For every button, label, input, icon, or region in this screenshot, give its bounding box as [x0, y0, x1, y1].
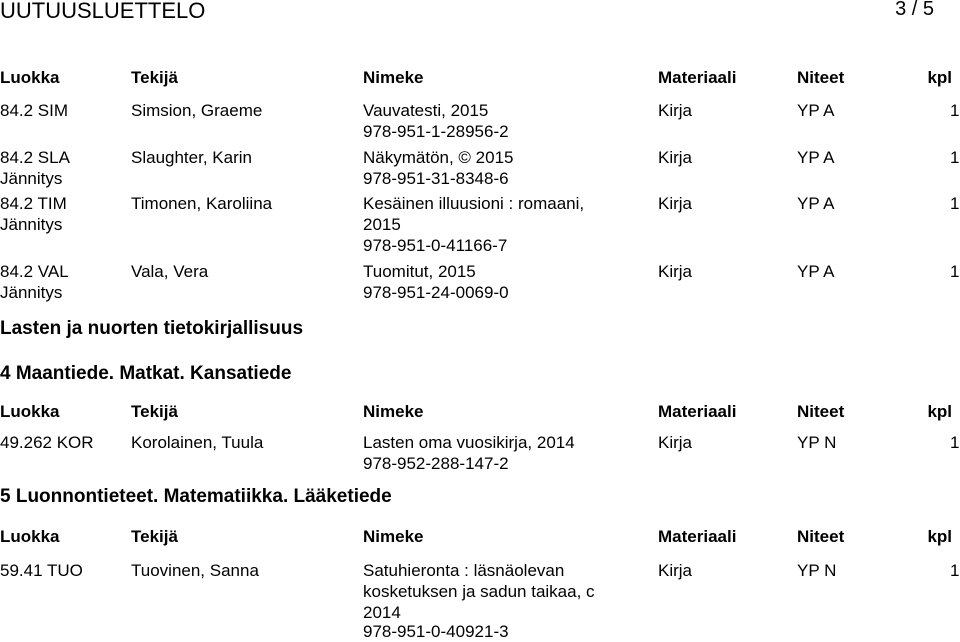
cell-luokka: 84.2 SIM — [0, 101, 69, 120]
section-heading: 4 Maantiede. Matkat. Kansatiede — [0, 363, 292, 384]
cell-isbn: 978-951-0-41166-7 — [363, 236, 508, 255]
cell-niteet: YP A — [797, 101, 835, 120]
cell-kpl: 1 — [950, 148, 960, 167]
cell-luokka: 49.262 KOR — [0, 433, 94, 452]
cell-isbn: 978-951-24-0069-0 — [363, 283, 509, 302]
cell-isbn: 978-951-31-8348-6 — [363, 169, 509, 188]
cell-luokka: 84.2 TIM — [0, 194, 67, 213]
cell-niteet: YP A — [797, 194, 835, 213]
column-header-niteet: Niteet — [797, 527, 845, 546]
cell-nimeke-cont: 2015 — [363, 215, 401, 234]
document-title: UUTUUSLUETTELO — [0, 0, 206, 23]
column-header-nimeke: Nimeke — [363, 68, 424, 87]
cell-materiaali: Kirja — [658, 101, 693, 120]
cell-materiaali: Kirja — [658, 561, 693, 580]
cell-niteet: YP N — [797, 561, 837, 580]
cell-tekija: Timonen, Karoliina — [131, 194, 273, 213]
cell-genre: Jännitys — [0, 215, 63, 234]
cell-nimeke-cont: 2014 — [363, 603, 401, 622]
column-header-nimeke: Nimeke — [363, 402, 424, 421]
cell-kpl: 1 — [950, 194, 960, 213]
column-header-luokka: Luokka — [0, 402, 60, 421]
cell-kpl: 1 — [950, 433, 960, 452]
column-header-kpl: kpl — [927, 402, 952, 421]
cell-nimeke: Vauvatesti, 2015 — [363, 101, 489, 120]
section-heading: Lasten ja nuorten tietokirjallisuus — [0, 318, 304, 339]
column-header-kpl: kpl — [927, 527, 952, 546]
cell-nimeke: Kesäinen illuusioni : romaani, — [363, 194, 585, 213]
column-header-materiaali: Materiaali — [658, 68, 737, 87]
cell-genre: Jännitys — [0, 169, 63, 188]
section-heading: 5 Luonnontieteet. Matematiikka. Lääketiede — [0, 486, 392, 507]
cell-tekija: Tuovinen, Sanna — [131, 561, 259, 580]
cell-kpl: 1 — [950, 262, 960, 281]
cell-nimeke: Lasten oma vuosikirja, 2014 — [363, 433, 575, 452]
column-header-tekija: Tekijä — [131, 402, 178, 421]
cell-luokka: 59.41 TUO — [0, 561, 83, 580]
column-header-niteet: Niteet — [797, 402, 845, 421]
column-header-materiaali: Materiaali — [658, 402, 737, 421]
column-header-tekija: Tekijä — [131, 68, 178, 87]
cell-niteet: YP A — [797, 148, 835, 167]
column-header-luokka: Luokka — [0, 527, 60, 546]
cell-niteet: YP N — [797, 433, 837, 452]
cell-nimeke: Näkymätön, © 2015 — [363, 148, 514, 167]
cell-materiaali: Kirja — [658, 262, 693, 281]
column-header-materiaali: Materiaali — [658, 527, 737, 546]
column-header-luokka: Luokka — [0, 68, 60, 87]
column-header-niteet: Niteet — [797, 68, 845, 87]
cell-tekija: Vala, Vera — [131, 262, 209, 281]
cell-materiaali: Kirja — [658, 433, 693, 452]
cell-isbn: 978-951-1-28956-2 — [363, 122, 509, 141]
cell-materiaali: Kirja — [658, 148, 693, 167]
cell-kpl: 1 — [950, 101, 960, 120]
cell-genre: Jännitys — [0, 283, 63, 302]
cell-tekija: Slaughter, Karin — [131, 148, 252, 167]
cell-nimeke-cont: kosketuksen ja sadun taikaa, c — [363, 582, 595, 601]
cell-nimeke: Satuhieronta : läsnäolevan — [363, 561, 565, 580]
page-number: 3 / 5 — [895, 0, 934, 20]
cell-isbn: 978-952-288-147-2 — [363, 454, 509, 473]
cell-niteet: YP A — [797, 262, 835, 281]
cell-luokka: 84.2 VAL — [0, 262, 69, 281]
cell-materiaali: Kirja — [658, 194, 693, 213]
cell-luokka: 84.2 SLA — [0, 148, 70, 167]
cell-isbn: 978-951-0-40921-3 — [363, 622, 509, 641]
cell-tekija: Korolainen, Tuula — [131, 433, 264, 452]
cell-kpl: 1 — [950, 561, 960, 580]
cell-tekija: Simsion, Graeme — [131, 101, 263, 120]
column-header-kpl: kpl — [927, 68, 952, 87]
cell-nimeke: Tuomitut, 2015 — [363, 262, 476, 281]
column-header-nimeke: Nimeke — [363, 527, 424, 546]
column-header-tekija: Tekijä — [131, 527, 178, 546]
